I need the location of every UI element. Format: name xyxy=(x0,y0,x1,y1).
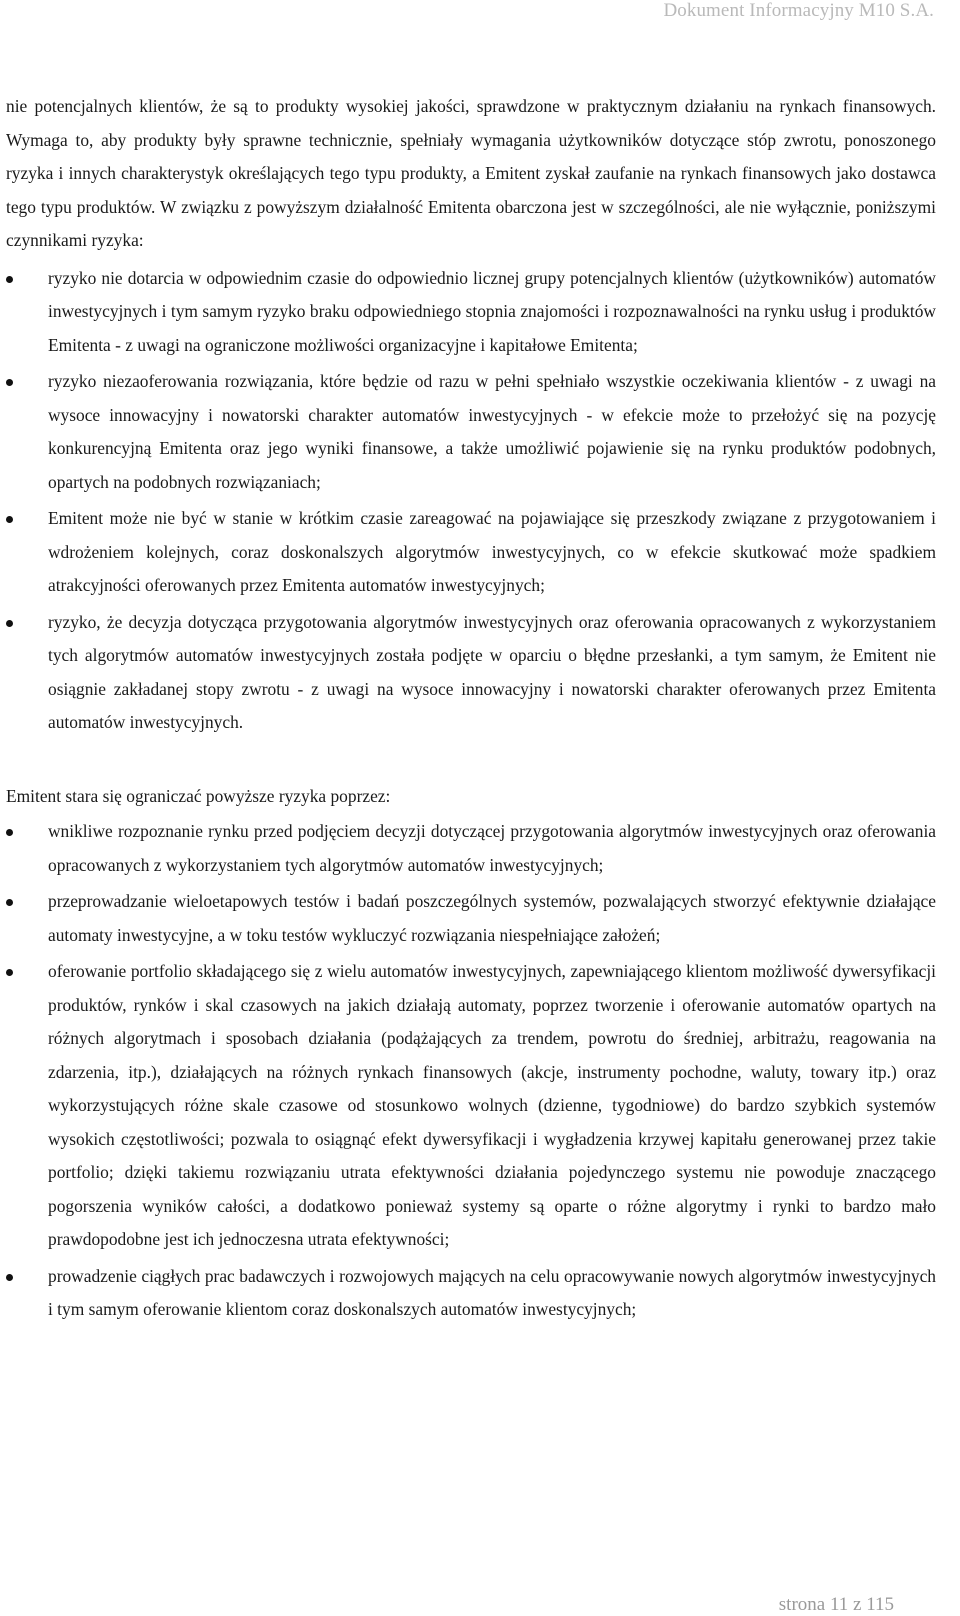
list-item xyxy=(6,885,936,952)
list-item-text: ryzyko, że decyzja dotycząca przygotowania algorytmów inwestycyjnych oraz oferowania opracowanych z wykorzystaniem tych algorytmów automatów inwestycyjnych została podjęte w oparciu o błędne przesłanki, a tym samym, że Emitent nie osiągnie zakładanej stopy zwrotu - z uwagi na wysoce innowacyjny i nowatorski charakter oferowanych przez Emitenta automatów inwestycyjnych. xyxy=(48,611,936,732)
list-item-text: ryzyko niezaoferowania rozwiązania, które będzie od razu w pełni spełniało wszystkie oczekiwania klientów - z uwagi na wysoce innowacyjny i nowatorski charakter automatów inwestycyjnych - w efekcie może to przełożyć się na pozycję konkurencyjną Emitenta oraz jego wyniki finansowe, a także umożliwić pojawienie się na rynku produktów podobnych, opartych na podobnych rozwiązaniach; xyxy=(48,371,936,492)
list-item-text: prowadzenie ciągłych prac badawczych i rozwojowych mających na celu opracowywanie nowych algorytmów inwestycyjnych i tym samym oferowanie klientom coraz doskonalszych automatów inwestycyjnych; xyxy=(48,1265,936,1319)
list-item xyxy=(6,262,936,363)
page-number: strona 11 z 115 xyxy=(778,1594,894,1615)
page-header: Dokument Informacyjny M10 S.A. xyxy=(663,0,934,21)
list-item xyxy=(6,955,936,1257)
list-item xyxy=(6,606,936,740)
list-item xyxy=(6,1260,936,1327)
bullet-icon xyxy=(6,276,13,283)
list-item-text: Emitent może nie być w stanie w krótkim czasie zareagować na pojawiające się przeszkody związane z przygotowaniem i wdrożeniem kolejnych, coraz doskonalszych algorytmów inwestycyjnych, co w efekcie skutkować może spadkiem atrakcyjności oferowanych przez Emitenta automatów inwestycyjnych; xyxy=(48,508,936,595)
mitigation-list xyxy=(6,815,936,1327)
paragraph-intro: nie potencjalnych klientów, że są to produkty wysokiej jakości, sprawdzone w praktycznym działaniu na rynkach finansowych. Wymaga to, aby produkty były sprawne technicznie, spełniały wymagania użytkowników dotyczące stóp zwrotu, ponoszonego ryzyka i innych charakterystyk określających tego typu produkty, a Emitent zyskał zaufanie na rynkach finansowych jako dostawca tego typu produktów. W związku z powyższym działalność Emitenta obarczona jest w szczególności, ale nie wyłącznie, poniższymi czynnikami ryzyka: xyxy=(6,96,936,250)
bullet-icon xyxy=(6,829,13,836)
document-body xyxy=(6,90,936,1330)
list-item-text: przeprowadzanie wieloetapowych testów i badań poszczególnych systemów, pozwalających stworzyć efektywnie działające automaty inwestycyjne, a w toku testów wykluczyć rozwiązania niespełniające założeń; xyxy=(48,891,936,945)
list-item-text: oferowanie portfolio składającego się z wielu automatów inwestycyjnych, zapewniającego klientom możliwość dywersyfikacji produktów, rynków i skal czasowych na jakich działają automaty, poprzez tworzenie i oferowanie automatów opartych na różnych algorytmach i sposobach działania (podążających za trendem, powrotu do średniej, arbitrażu, reagowania na zdarzenia, itp.), działających na różnych rynkach finansowych (akcje, instrumenty pochodne, waluty, towary itp.) oraz wykorzystujących różne skale czasowe od stosunkowo wolnych (dzienne, tygodniowe) do bardzo szybkich systemów wysokich częstotliwości; pozwala to osiągnąć efekt dywersyfikacji i wygładzenia krzywej kapitału generowanej przez takie portfolio; dzięki takiemu rozwiązaniu utrata efektywności działania pojedynczego systemu nie powoduje znaczącego pogorszenia wyników całości, a dodatkowo ponieważ systemy są oparte o różne algorytmy i rynki to bardzo mało prawdopodobne jest ich jednoczesna utrata efektywności; xyxy=(48,961,936,1249)
bullet-icon xyxy=(6,516,13,523)
list-item-text: wnikliwe rozpoznanie rynku przed podjęciem decyzji dotyczącej przygotowania algorytmów inwestycyjnych oraz oferowania opracowanych z wykorzystaniem tych algorytmów automatów inwestycyjnych; xyxy=(48,821,936,875)
list-item xyxy=(6,365,936,499)
list-item-text: ryzyko nie dotarcia w odpowiednim czasie do odpowiednio licznej grupy potencjalnych klientów (użytkowników) automatów inwestycyjnych i tym samym ryzyko braku odpowiedniego stopnia znajomości i rozpoznawalności na rynku usług i produktów Emitenta - z uwagi na ograniczone możliwości organizacyjne i kapitałowe Emitenta; xyxy=(48,267,936,355)
bullet-icon xyxy=(6,1274,13,1281)
bullet-icon xyxy=(6,899,13,906)
list-item xyxy=(6,502,936,603)
list-item xyxy=(6,815,936,882)
bullet-icon xyxy=(6,379,13,386)
paragraph-mitigation-intro: Emitent stara się ograniczać powyższe ryzyka poprzez: xyxy=(6,785,391,806)
bullet-icon xyxy=(6,620,13,627)
risk-factor-list xyxy=(6,262,936,740)
bullet-icon xyxy=(6,969,13,976)
